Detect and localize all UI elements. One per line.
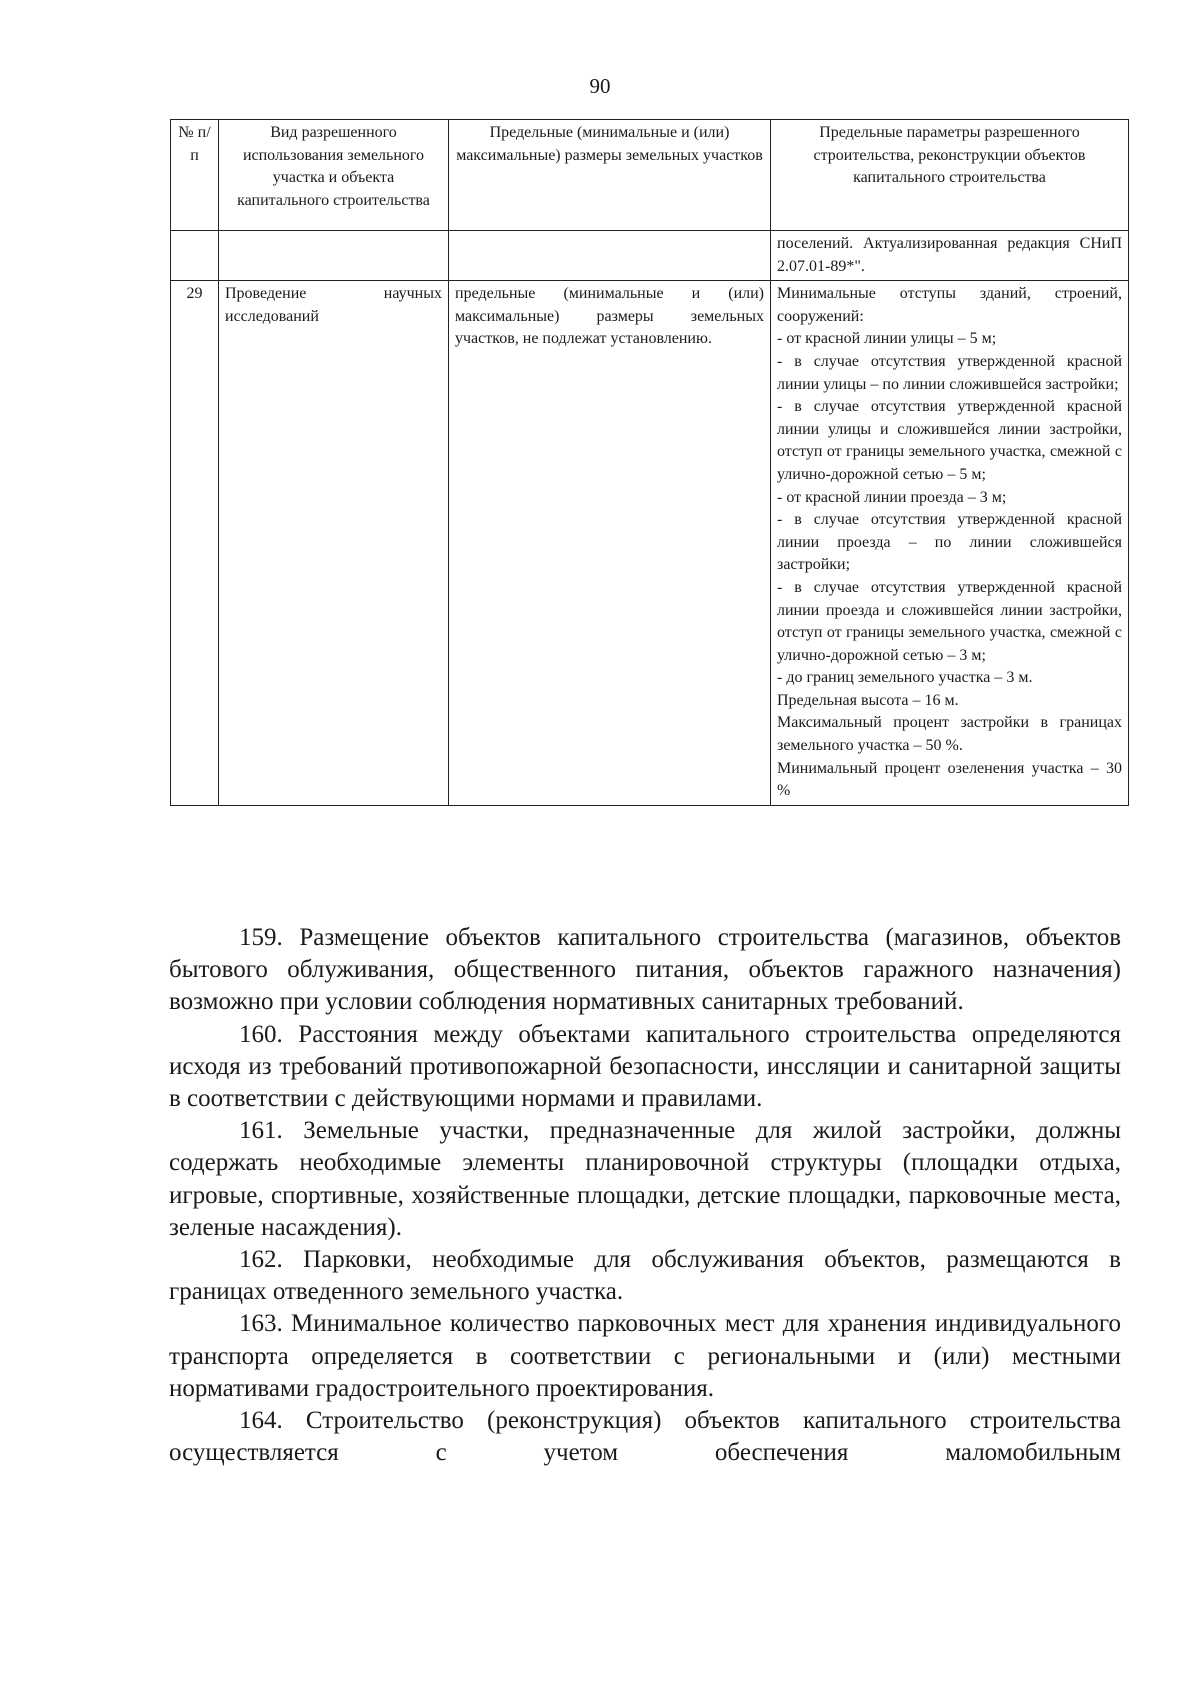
param-line: - в случае отсутствия утвержденной красной линии проезда и сложившейся линии застройки, отступ от границы земельного участка, смежной с улично-дорожной сетью – 3 м; <box>777 578 1122 664</box>
page-number: 90 <box>589 74 611 98</box>
table-header-row <box>171 120 1129 231</box>
paragraph-163: 163. Минимальное количество парковочных мест для хранения индивидуального транспорта определяется в соответствии с региональными и (или) местными нормативами градостроительного проектирования. <box>169 1310 1121 1402</box>
cell-construction-params <box>771 281 1129 806</box>
paragraph-164: 164. Строительство (реконструкция) объектов капитального строительства осуществляется с учетом обеспечения маломобильным <box>169 1407 1121 1467</box>
param-line: - в случае отсутствия утвержденной красной линии улицы и сложившейся линии застройки, отступ от границы земельного участка, смежной с улично-дорожной сетью – 5 м; <box>777 398 1122 483</box>
paragraph-160: 160. Расстояния между объектами капитального строительства определяются исходя из требований противопожарной безопасности, инссляции и санитарной защиты в соответствии с действующими нормами и правилами. <box>169 1020 1121 1113</box>
header-permitted-use: Вид разрешенного использования земельного участка и объекта капитального строительства <box>219 120 449 231</box>
param-line: - до границ земельного участка – 3 м. <box>777 669 1033 687</box>
cell-permitted-use: Проведение научных исследований <box>219 281 449 806</box>
cell-continuation-params: поселений. Актуализированная редакция СНиП 2.07.01-89*". <box>771 231 1129 281</box>
cell-plot-size: предельные (минимальные и (или) максимальные) размеры земельных участков, не подлежат установлению. <box>449 281 771 806</box>
param-line: - от красной линии улицы – 5 м; <box>777 330 997 348</box>
param-line: Предельная высота – 16 м. <box>777 691 959 709</box>
cell-empty <box>171 231 219 281</box>
header-number: № п/п <box>171 120 219 231</box>
header-construction-params: Предельные параметры разрешенного строительства, реконструкции объектов капитального строительства <box>771 120 1129 231</box>
paragraph-162: 162. Парковки, необходимые для обслуживания объектов, размещаются в границах отведенного земельного участка. <box>169 1246 1121 1306</box>
cell-row-number: 29 <box>171 281 219 806</box>
param-line: Минимальные отступы зданий, строений, сооружений: <box>777 285 1122 325</box>
table-row-29 <box>171 281 1129 806</box>
paragraph-159: 159. Размещение объектов капитального строительства (магазинов, объектов бытового облуживания, общественного питания, объектов гаражного назначения) возможно при условии соблюдения нормативных санитарных требований. <box>169 924 1121 1016</box>
param-line: - в случае отсутствия утвержденной красной линии улицы – по линии сложившейся застройки; <box>777 352 1122 393</box>
header-plot-size: Предельные (минимальные и (или) максимальные) размеры земельных участков <box>449 120 771 231</box>
cell-empty <box>449 231 771 281</box>
param-line: - от красной линии проезда – 3 м; <box>777 488 1007 506</box>
param-line: Минимальный процент озеленения участка – 30 % <box>777 759 1122 800</box>
paragraph-161: 161. Земельные участки, предназначенные для жилой застройки, должны содержать необходимые элементы планировочной структуры (площадки отдыха, игровые, спортивные, хозяйственные площадки, детские площадки, парковочные места, зеленые насаждения). <box>169 1117 1121 1241</box>
param-line: Максимальный процент застройки в границах земельного участка – 50 %. <box>777 714 1122 755</box>
table-row-continuation <box>171 231 1129 281</box>
param-line: - в случае отсутствия утвержденной красной линии проезда – по линии сложившейся застройки; <box>777 511 1122 574</box>
cell-empty <box>219 231 449 281</box>
body-text <box>169 922 1121 1469</box>
parameters-table <box>170 119 1129 806</box>
